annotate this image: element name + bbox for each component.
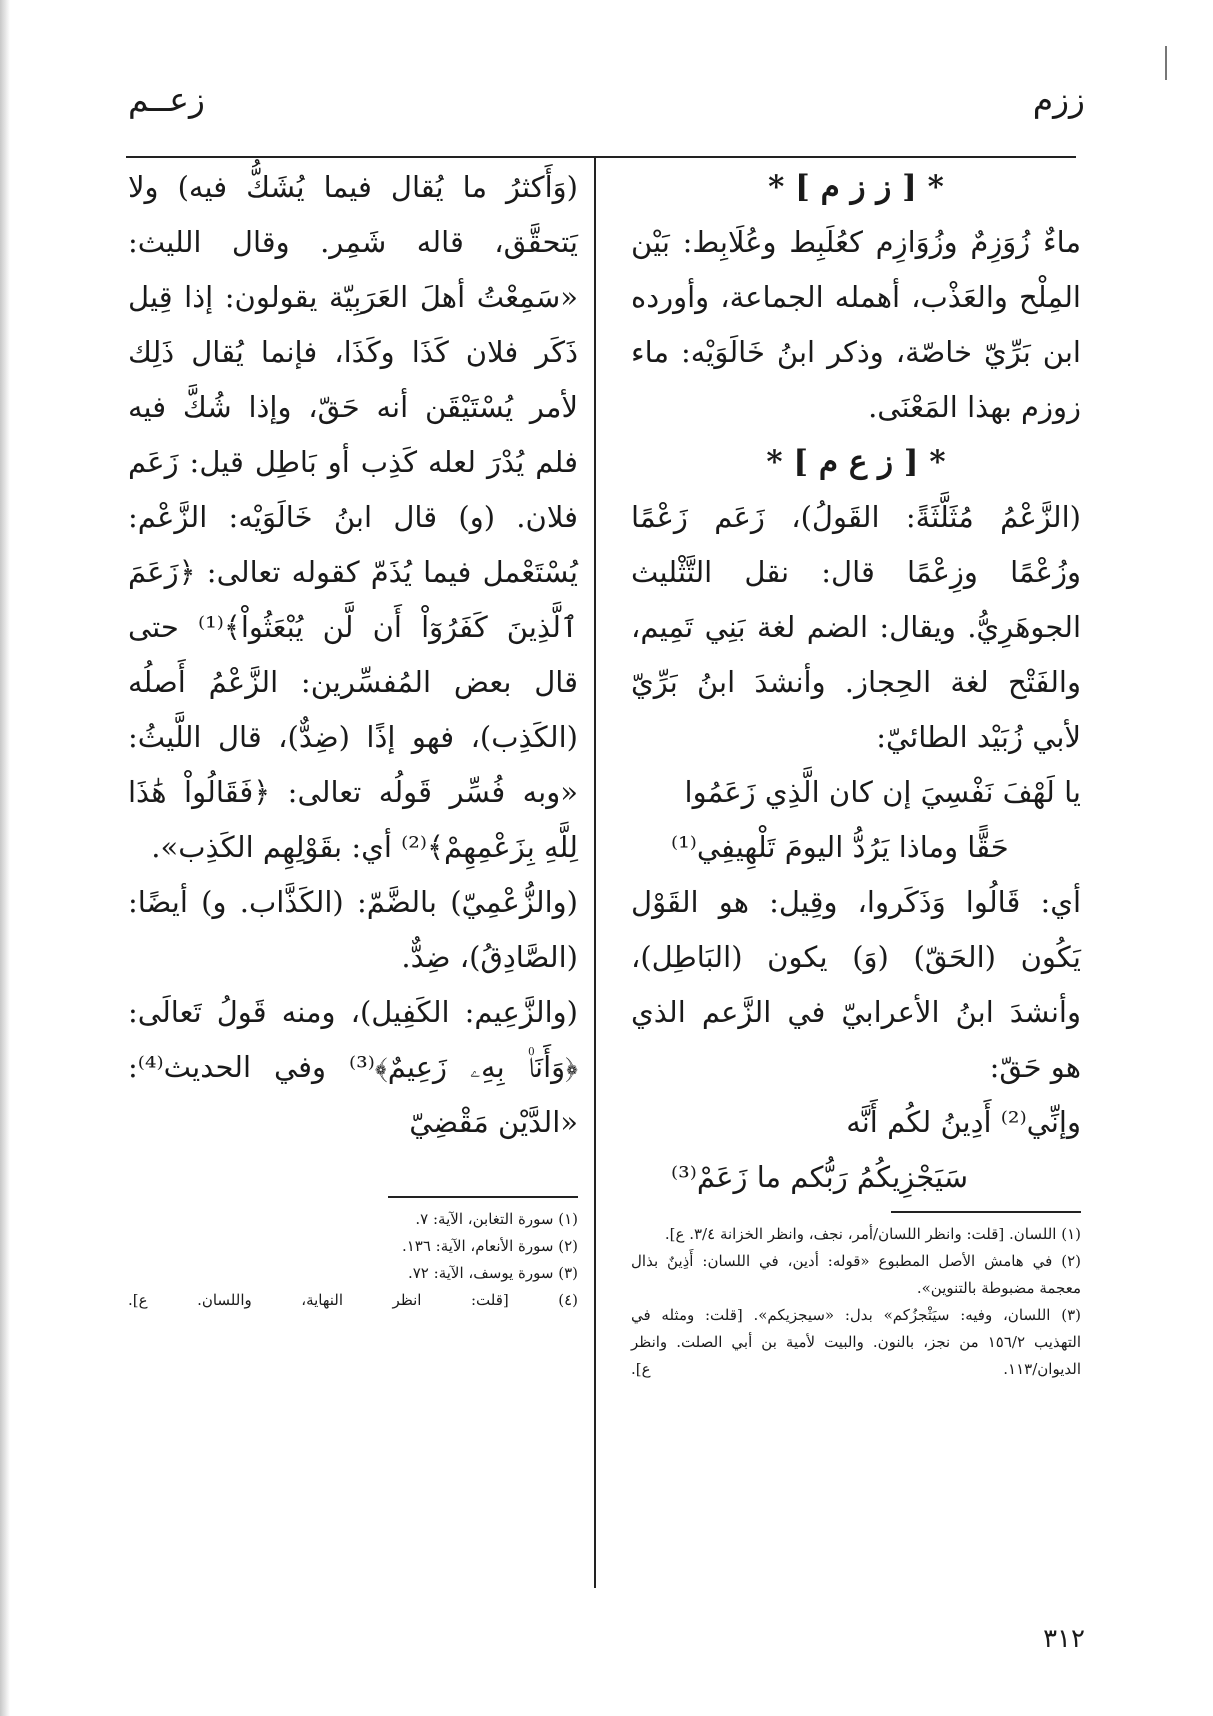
running-head-right: ززم (1032, 80, 1085, 119)
footnote-rule (891, 1211, 1081, 1213)
entry-heading-zam: * [ ز ع م ] * (766, 444, 946, 480)
footnote: (٣) سورة يوسف، الآية: ٧٢. (407, 1264, 578, 1282)
footnote: (٣) اللسان، وفيه: سيَثْجزُكم» بدل: «سيجزيكم». [قلت: ومثله في التهذيب ١٥٦/٢ من نجز، بالنون. والبيت لأمية بن أبي الصلت. وانظر الديوان/١١٣. ع]. (631, 1306, 1081, 1378)
entry-heading-zzm: * [ ز ز م ] * (768, 169, 944, 205)
footnote: (٤) [قلت: انظر النهاية، واللسان. ع]. (128, 1291, 578, 1309)
footnote: (١) اللسان. [قلت: وانظر اللسان/أمر، نجف، وانظر الخزانة ٣/٤. ع]. (664, 1225, 1081, 1243)
page-number: ٣١٢ (1043, 1624, 1085, 1654)
running-head-left: زعــم (128, 80, 205, 119)
entry-zzm-text: ماءٌ زُوَزِمٌ وزُوَازِم كعُلَبِط وعُلَابِط: بَيْن المِلْح والعَذْب، أهمله الجماعة، وأورده ابن بَرِّيّ خاصّة، وذكر ابنُ خَالَوَيْه: ماء زوزم بهذا المَعْنَى. (631, 225, 1081, 424)
left-paragraph-3: (والزَّعِيم: الكَفِيل)، ومنه قَولُ تَعالَى: ﴿وَأَنَا۠ بِهِۦ زَعِيمٌ﴾⁽³⁾ وفي الحديث⁽⁴⁾: «الدَّيْن مَقْضِيّ (128, 995, 579, 1139)
column-divider (594, 158, 596, 1588)
header-rule (126, 156, 1076, 158)
left-paragraph-2: (والزُّعْمِيّ) بالضَّمّ: (الكَذَّاب. و) أيضًا: (الصَّادِقُ)، ضِدٌّ. (128, 885, 578, 974)
verse-2-second-hemistich: سَيَجْزِيكُمُ رَبُّكم ما زَعَمْ⁽³⁾ (671, 1160, 969, 1194)
right-column (631, 160, 1081, 1383)
footnotes-left (128, 1206, 578, 1314)
scan-edge-mark (1165, 46, 1167, 80)
entry-zam-text-continued: أي: قَالُوا وَذَكَروا، وقِيل: هو القَوْل يَكُون (الحَقّ) (وَ) يكون (البَاطِل)، وأنشدَ ابنُ الأعرابيّ في الزَّعم الذي هو حَقّ: (631, 885, 1081, 1084)
footnote-rule (388, 1196, 578, 1198)
footnote: (١) سورة التغابن، الآية: ٧. (415, 1210, 578, 1228)
scan-edge-shadow (0, 0, 10, 1716)
verse-2-first-hemistich: وإنِّي⁽²⁾ أَدِينُ لكُم أَنَّه (846, 1105, 1081, 1139)
footnotes-right (631, 1221, 1081, 1383)
left-paragraph-1: (وَأَكثرُ ما يُقال فيما يُشَكُّ فيه) ولا يَتحقَّق، قاله شَمِر. وقال الليث: «سَمِعْتُ أهلَ العَرَبِيّة يقولون: إذا قِيل ذَكَر فلان كَذَا وكَذَا، فإنما يُقال ذَلِك لأمر يُسْتَيْقَن أنه حَقّ، وإذا شُكَّ فيه فلم يُدْرَ لعله كَذِب أو بَاطِل قيل: زَعَم فلان. (و) قال ابنُ خَالَوَيْه: الزَّعْم: يُسْتَعْمل فيما يُذَمّ كقوله تعالى: ﴿زَعَمَ ٱلَّذِينَ كَفَرُوٓاْ أَن لَّن يُبْعَثُواْ﴾⁽¹⁾ حتى قال بعض المُفسِّرين: الزَّعْمُ أَصلُه (الكَذِب)، فهو إذًا (ضِدٌّ)، قال اللَّيثُ: «وبه فُسِّر قَولُه تعالى: ﴿فَقَالُواْ هَٰذَا لِلَّهِ بِزَعْمِهِمْ﴾⁽²⁾ أي: بقَوْلِهِم الكَذِب». (128, 170, 578, 864)
verse-1-second-hemistich: حَقًّا وماذا يَرُدُّ اليومَ تَلْهِيفِي⁽¹⁾ (671, 830, 1009, 864)
verse-1-first-hemistich: يا لَهْفَ نَفْسِيَ إن كان الَّذِي زَعَمُوا (684, 775, 1081, 809)
footnote: (٢) في هامش الأصل المطبوع «قوله: أدين، في اللسان: أَذِينٌ بذال معجمة مضبوطة بالتنوين». (631, 1252, 1081, 1297)
entry-zam-text: (الزَّعْمُ مُثَلَّثَةً: القَولُ)، زَعَم زَعْمًا وزُعْمًا وزِعْمًا قال: نقل التَّثْليث الجوهَرِيُّ. ويقال: الضم لغة بَنِي تَمِيم، والفَتْح لغة الحِجاز. وأنشدَ ابنُ بَرِّيّ لأبي زُبَيْد الطائيّ: (631, 500, 1081, 754)
left-column (128, 160, 578, 1314)
footnote: (٢) سورة الأنعام، الآية: ١٣٦. (401, 1237, 578, 1255)
